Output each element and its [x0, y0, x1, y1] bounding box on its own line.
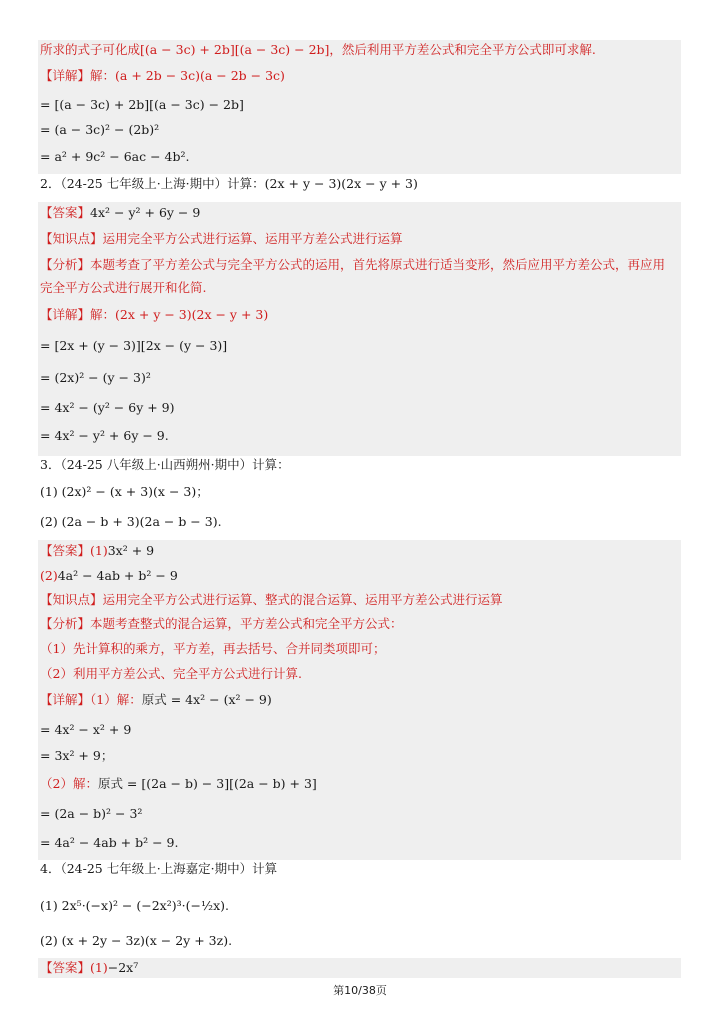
- detail-line: [40, 66, 285, 86]
- detail-text: 原式 = [(2a − b) − 3][(2a − b) + 3]: [97, 776, 317, 791]
- step-line: = [(a − 3c) + 2b][(a − 3c) − 2b]: [40, 97, 244, 112]
- q3-analysis-step-1: （1）先计算积的乘方，平方差，再去括号、合并同类项即可；: [40, 641, 386, 656]
- q3-detail-2: [40, 774, 317, 794]
- analysis-text: 本题考查了平方差公式与完全平方公式的运用，首先将原式进行适当变形，然后应用平方差公式，再应用: [90, 257, 666, 272]
- step-line: = 4a² − 4ab + b² − 9.: [40, 835, 179, 850]
- answer-label: (1): [90, 543, 108, 558]
- q2-analysis-cont: 完全平方公式进行展开和化简.: [40, 280, 207, 295]
- analysis-tag: 【分析】: [40, 616, 91, 631]
- answer-label: (1): [90, 960, 108, 975]
- step-line: = [2x + (y − 3)][2x − (y − 3)]: [40, 338, 228, 353]
- answer-tag: 【答案】: [40, 205, 91, 220]
- knowledge-tag: 【知识点】: [40, 592, 103, 607]
- page-number: 第10/38页: [333, 984, 387, 997]
- step-line: = 3x² + 9；: [40, 748, 114, 763]
- answer-label: (2): [40, 568, 58, 583]
- q3-subquestion-1: (1) (2x)² − (x + 3)(x − 3)；: [40, 484, 209, 499]
- step-line: = 4x² − (y² − 6y + 9): [40, 400, 175, 415]
- q4-subquestion-2: (2) (x + 2y − 3z)(x − 2y + 3z).: [40, 933, 233, 948]
- detail-tag: 【详解】: [40, 307, 91, 322]
- q3-analysis: [40, 614, 403, 634]
- answer-tag: 【答案】: [40, 543, 91, 558]
- q3-knowledge-point: [40, 590, 503, 610]
- detail-tag: 【详解】: [40, 692, 91, 707]
- knowledge-text: 运用完全平方公式进行运算、运用平方差公式进行运算: [102, 231, 403, 246]
- q3-subquestion-2: (2) (2a − b + 3)(2a − b − 3).: [40, 514, 222, 529]
- q2-answer: [40, 203, 200, 223]
- step-line: = 4x² − x² + 9: [40, 722, 132, 737]
- q3-analysis-step-2: （2）利用平方差公式、完全平方公式进行计算.: [40, 666, 302, 681]
- detail-label: （2）解：: [40, 776, 98, 791]
- answer-value: 3x² + 9: [107, 543, 155, 558]
- knowledge-text: 运用完全平方公式进行运算、整式的混合运算、运用平方差公式进行运算: [102, 592, 503, 607]
- detail-text: 解：(a + 2b − 3c)(a − 2b − 3c): [90, 68, 285, 83]
- question-4-stem: 4．（24-25 七年级上·上海嘉定·期中）计算: [40, 861, 278, 876]
- q3-answer-2: [40, 566, 178, 586]
- q4-answer-1: [40, 958, 138, 978]
- knowledge-tag: 【知识点】: [40, 231, 103, 246]
- step-line: = a² + 9c² − 6ac − 4b².: [40, 149, 190, 164]
- detail-label: （1）解：: [90, 692, 142, 707]
- detail-text: 解：(2x + y − 3)(2x − y + 3): [90, 307, 269, 322]
- question-2-stem: 2．（24-25 七年级上·上海·期中）计算：(2x + y − 3)(2x − y + 3): [40, 176, 418, 191]
- step-line: = (2x)² − (y − 3)²: [40, 370, 151, 385]
- answer-value: 4x² − y² + 6y − 9: [90, 205, 201, 220]
- q3-answer-1: [40, 541, 154, 561]
- q3-detail-1: [40, 690, 272, 710]
- q2-detail: [40, 305, 268, 325]
- analysis-text: 本题考查整式的混合运算，平方差公式和完全平方公式：: [90, 616, 403, 631]
- analysis-tag: 【分析】: [40, 257, 91, 272]
- detail-text: 原式 = 4x² − (x² − 9): [141, 692, 272, 707]
- step-line: = (2a − b)² − 3²: [40, 806, 143, 821]
- q2-analysis: [40, 255, 665, 275]
- answer-value: 4a² − 4ab + b² − 9: [57, 568, 178, 583]
- detail-tag: 【详解】: [40, 68, 91, 83]
- analysis-continuation: 所求的式子可化成[(a − 3c) + 2b][(a − 3c) − 2b]，然后利用平方差公式和完全平方公式即可求解.: [40, 42, 596, 57]
- question-3-stem: 3．（24-25 八年级上·山西朔州·期中）计算：: [40, 457, 290, 472]
- q4-subquestion-1: (1) 2x⁵·(−x)² − (−2x²)³·(−½x).: [40, 898, 229, 913]
- step-line: = 4x² − y² + 6y − 9.: [40, 428, 169, 443]
- answer-value: −2x⁷: [107, 960, 139, 975]
- step-line: = (a − 3c)² − (2b)²: [40, 122, 160, 137]
- q2-knowledge-point: [40, 229, 403, 249]
- answer-tag: 【答案】: [40, 960, 91, 975]
